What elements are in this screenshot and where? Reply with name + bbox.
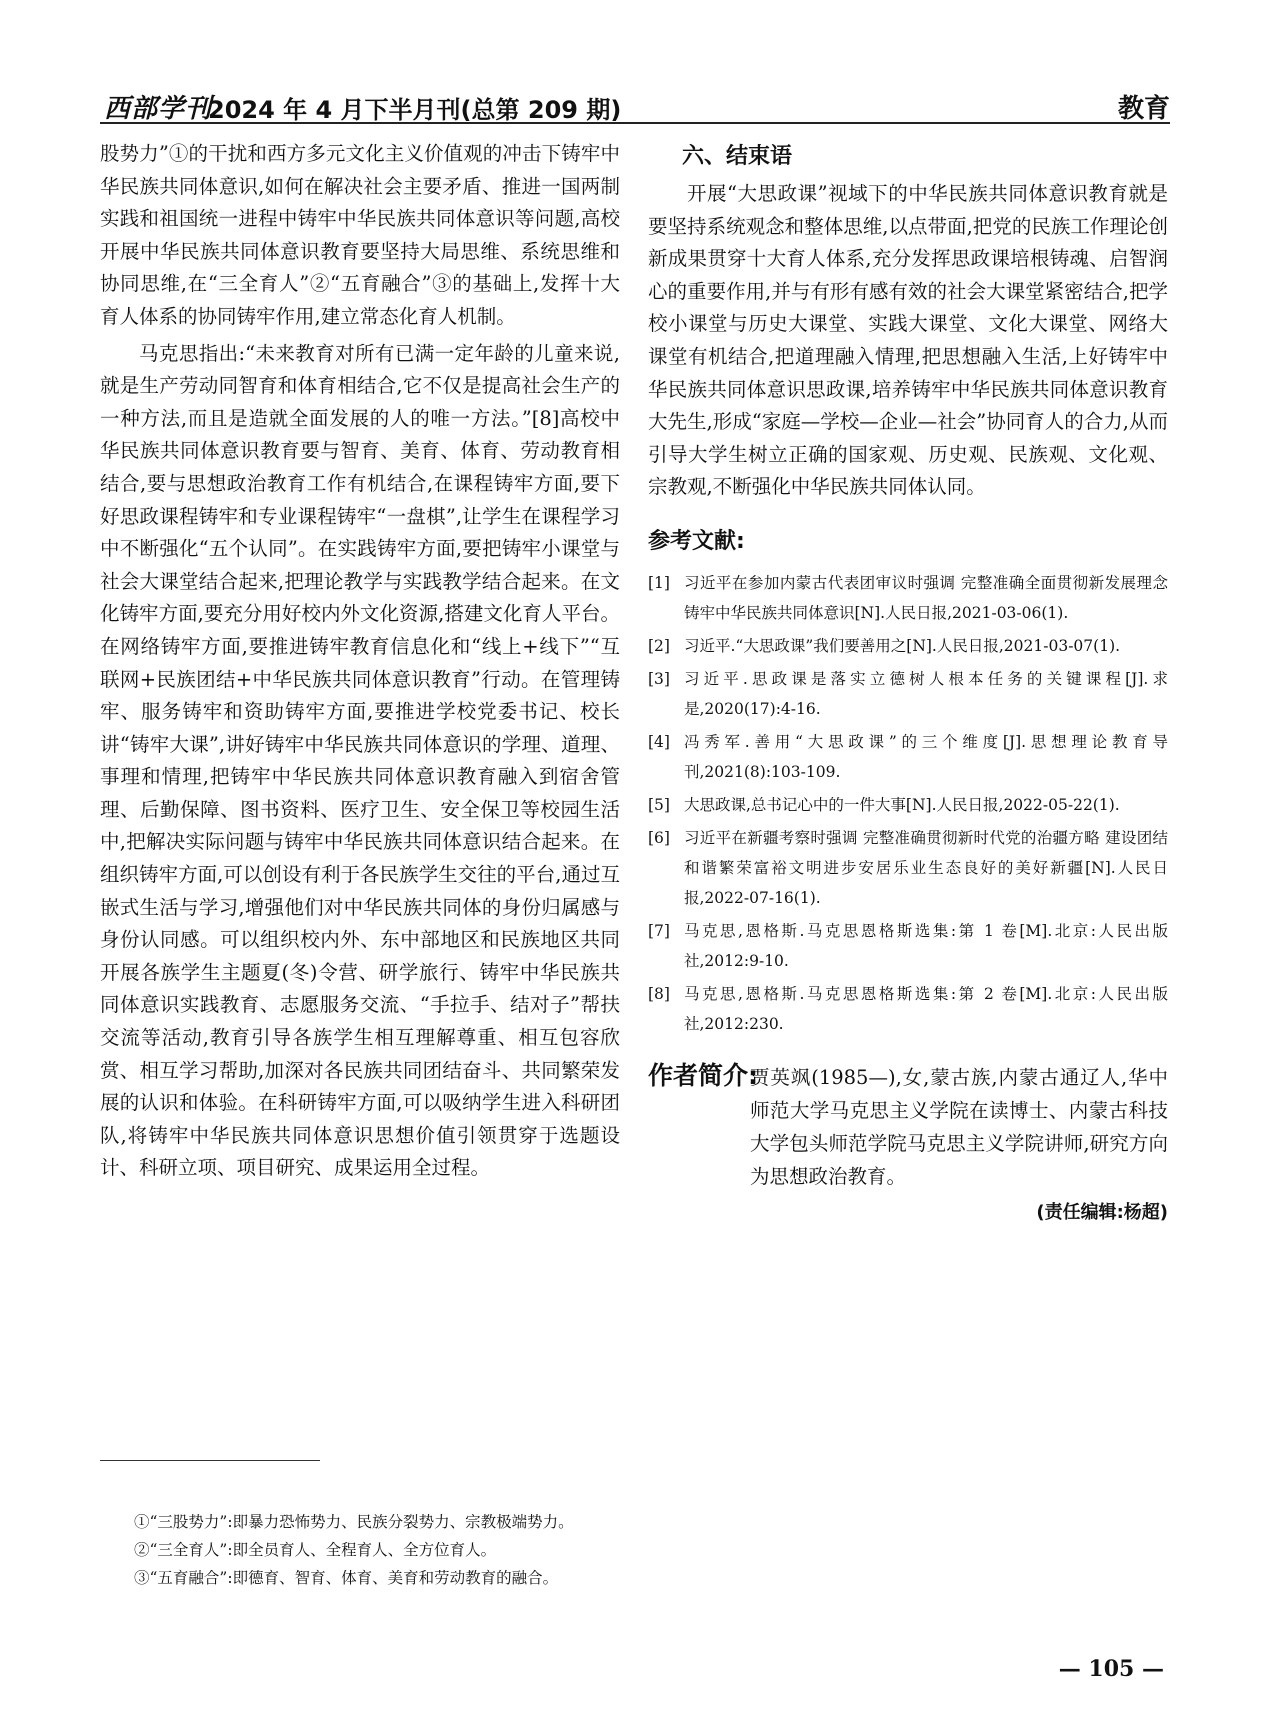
reference-item xyxy=(648,568,1168,628)
author-bio xyxy=(648,1061,1168,1193)
journal-logo: 西部学刊 xyxy=(104,94,213,124)
page-header xyxy=(104,82,1170,124)
reference-number: [4] xyxy=(648,732,670,751)
author-text: 贾英飒(1985—),女,蒙古族,内蒙古通辽人,华中师范大学马克思主义学院在读博士、内蒙古科技大学包头师范学院马克思主义学院讲师,研究方向为思想政治教育。 xyxy=(750,1065,1168,1188)
footnotes xyxy=(134,1508,734,1592)
reference-number: [2] xyxy=(648,636,670,655)
footnote-rule xyxy=(100,1460,320,1461)
reference-text: 大思政课,总书记心中的一件大事[N].人民日报,2022-05-22(1). xyxy=(684,795,1120,814)
right-column xyxy=(648,138,1168,1227)
reference-text: 习近平在新疆考察时强调 完整准确贯彻新时代党的治疆方略 建设团结和谐繁荣富裕文明进步安居乐业生态良好的美好新疆[N].人民日报,2022-07-16(1). xyxy=(684,828,1168,907)
reference-item xyxy=(648,631,1168,661)
reference-item xyxy=(648,727,1168,787)
issue-info: 2024 年 4 月下半月刊(总第 209 期) xyxy=(208,96,622,124)
reference-item xyxy=(648,916,1168,976)
reference-text: 习近平在参加内蒙古代表团审议时强调 完整准确全面贯彻新发展理念 铸牢中华民族共同体意识[N].人民日报,2021-03-06(1). xyxy=(684,573,1168,622)
references-list xyxy=(648,568,1168,1039)
reference-item xyxy=(648,790,1168,820)
reference-item xyxy=(648,823,1168,913)
reference-number: [8] xyxy=(648,984,670,1003)
reference-text: 习近平.思政课是落实立德树人根本任务的关键课程[J].求是,2020(17):4-16. xyxy=(684,669,1168,718)
reference-number: [5] xyxy=(648,795,670,814)
conclusion-paragraph: 开展“大思政课”视域下的中华民族共同体意识教育就是要坚持系统观念和整体思维,以点带面,把党的民族工作理论创新成果贯穿十大育人体系,充分发挥思政课培根铸魂、启智润心的重要作用,并与有形有感有效的社会大课堂紧密结合,把学校小课堂与历史大课堂、实践大课堂、文化大课堂、网络大课堂有机结合,把道理融入情理,把思想融入生活,上好铸牢中华民族共同体意识思政课,培养铸牢中华民族共同体意识教育大先生,形成“家庭—学校—企业—社会”协同育人的合力,从而引导大学生树立正确的国家观、历史观、民族观、文化观、宗教观,不断强化中华民族共同体认同。 xyxy=(648,182,1168,499)
reference-item xyxy=(648,664,1168,724)
reference-item xyxy=(648,979,1168,1039)
footnote-item: ②“三全育人”:即全员育人、全程育人、全方位育人。 xyxy=(134,1541,497,1559)
section-label: 教育 xyxy=(1117,94,1170,124)
section-heading: 六、结束语 xyxy=(682,144,793,169)
body-paragraph: 股势力”①的干扰和西方多元文化主义价值观的冲击下铸牢中华民族共同体意识,如何在解决社会主要矛盾、推进一国两制实践和祖国统一进程中铸牢中华民族共同体意识等问题,高校开展中华民族共同体意识教育要坚持大局思维、系统思维和协同思维,在“三全育人”②“五育融合”③的基础上,发挥十大育人体系的协同铸牢作用,建立常态化育人机制。 xyxy=(100,142,620,328)
reference-number: [7] xyxy=(648,921,670,940)
reference-text: 习近平.“大思政课”我们要善用之[N].人民日报,2021-03-07(1). xyxy=(684,636,1121,655)
body-paragraph: 马克思指出:“未来教育对所有已满一定年龄的儿童来说,就是生产劳动同智育和体育相结合,它不仅是提高社会生产的一种方法,而且是造就全面发展的人的唯一方法。”[8]高校中华民族共同体意识教育要与智育、美育、体育、劳动教育相结合,要与思想政治教育工作有机结合,在课程铸牢方面,要下好思政课程铸牢和专业课程铸牢“一盘棋”,让学生在课程学习中不断强化“五个认同”。在实践铸牢方面,要把铸牢小课堂与社会大课堂结合起来,把理论教学与实践教学结合起来。在文化铸牢方面,要充分用好校内外文化资源,搭建文化育人平台。在网络铸牢方面,要推进铸牢教育信息化和“线上+线下”“互联网+民族团结+中华民族共同体意识教育”行动。在管理铸牢、服务铸牢和资助铸牢方面,要推进学校党委书记、校长讲“铸牢大课”,讲好铸牢中华民族共同体意识的学理、道理、事理和情理,把铸牢中华民族共同体意识教育融入到宿舍管理、后勤保障、图书资料、医疗卫生、安全保卫等校园生活中,把解决实际问题与铸牢中华民族共同体意识结合起来。在组织铸牢方面,可以创设有利于各民族学生交往的平台,通过互嵌式生活与学习,增强他们对中华民族共同体的身份归属感与身份认同感。可以组织校内外、东中部地区和民族地区共同开展各族学生主题夏(冬)令营、研学旅行、铸牢中华民族共同体意识实践教育、志愿服务交流、“手拉手、结对子”帮扶交流等活动,教育引导各族学生相互理解尊重、相互包容欣赏、相互学习帮助,加深对各民族共同团结奋斗、共同繁荣发展的认识和体验。在科研铸牢方面,可以吸纳学生进入科研团队,将铸牢中华民族共同体意识思想价值引领贯穿于选题设计、科研立项、项目研究、成果运用全过程。 xyxy=(100,341,620,1180)
reference-text: 冯秀军.善用“大思政课”的三个维度[J].思想理论教育导刊,2021(8):103-109. xyxy=(684,732,1168,781)
reference-text: 马克思,恩格斯.马克思恩格斯选集:第 2 卷[M].北京:人民出版社,2012:230. xyxy=(684,984,1168,1033)
reference-number: [1] xyxy=(648,573,670,592)
left-column xyxy=(100,138,620,1185)
references-heading: 参考文献: xyxy=(648,528,745,554)
author-label: 作者简介: xyxy=(648,1060,758,1090)
page-number: — 105 — xyxy=(1058,1656,1164,1682)
reference-number: [6] xyxy=(648,828,670,847)
editor-credit: (责任编辑:杨超) xyxy=(1036,1201,1168,1223)
header-rule xyxy=(100,122,1170,124)
footnote-item: ①“三股势力”:即暴力恐怖势力、民族分裂势力、宗教极端势力。 xyxy=(134,1513,574,1531)
reference-text: 马克思,恩格斯.马克思恩格斯选集:第 1 卷[M].北京:人民出版社,2012:9-10. xyxy=(684,921,1168,970)
footnote-item: ③“五育融合”:即德育、智育、体育、美育和劳动教育的融合。 xyxy=(134,1569,559,1587)
reference-number: [3] xyxy=(648,669,670,688)
